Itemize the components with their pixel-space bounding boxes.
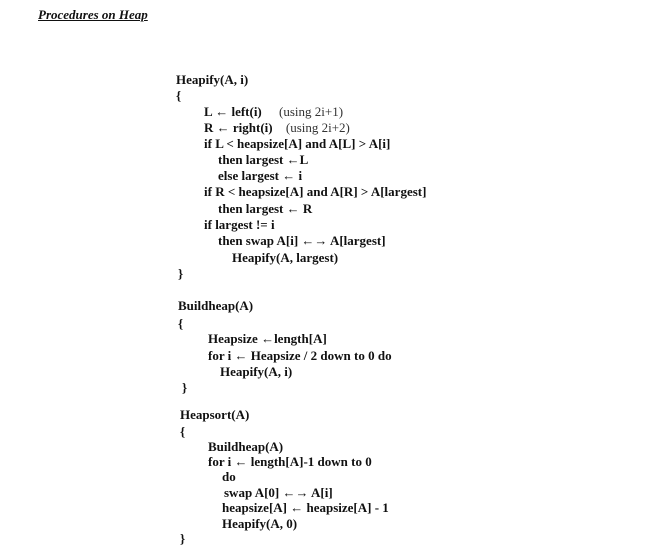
heapify-line-8: if largest != i	[204, 217, 275, 232]
heapsort-line-4: swap A[0] ←→ A[i]	[224, 485, 333, 500]
heapify-signature: Heapify(A, i)	[176, 72, 249, 87]
heapsort-line-1: Buildheap(A)	[208, 439, 284, 454]
heapify-line-10: Heapify(A, largest)	[232, 250, 339, 265]
heapify-line-2-note: (using 2i+2)	[285, 120, 350, 135]
heapsort-line-6: Heapify(A, 0)	[222, 516, 298, 531]
heapsort-close-brace: }	[180, 531, 186, 546]
heapsort-line-5: heapsize[A] ← heapsize[A] - 1	[222, 500, 389, 515]
heapsort-open-brace: {	[180, 424, 186, 439]
heapify-line-3: if L < heapsize[A] and A[L] > A[i]	[204, 136, 391, 151]
page-heading: Procedures on Heap	[38, 7, 148, 22]
buildheap-line-2: for i ← Heapsize / 2 down to 0 do	[208, 348, 392, 363]
heapify-line-5: else largest ← i	[218, 168, 303, 183]
heapify-line-7: then largest ← R	[218, 201, 313, 216]
heapify-line-2	[204, 120, 350, 136]
heapify-open-brace: {	[176, 88, 182, 103]
heapify-line-1	[204, 104, 343, 120]
buildheap-signature: Buildheap(A)	[178, 298, 254, 313]
heapify-line-9: then swap A[i] ←→ A[largest]	[218, 233, 386, 248]
buildheap-open-brace: {	[178, 316, 184, 331]
buildheap-line-3: Heapify(A, i)	[220, 364, 293, 379]
heapify-line-1-note: (using 2i+1)	[279, 104, 344, 119]
heapify-line-2-code: R ← right(i)	[204, 120, 273, 135]
heapify-line-1-code: L ← left(i)	[204, 104, 262, 119]
heapsort-signature: Heapsort(A)	[180, 407, 250, 422]
heapify-line-4: then largest ←L	[218, 152, 309, 167]
heapify-line-6: if R < heapsize[A] and A[R] > A[largest]	[204, 184, 427, 199]
heapify-close-brace: }	[178, 266, 184, 281]
heapsort-line-3: do	[222, 469, 236, 484]
heapsort-line-2: for i ← length[A]-1 down to 0	[208, 454, 372, 469]
buildheap-close-brace: }	[182, 380, 188, 395]
buildheap-line-1: Heapsize ←length[A]	[208, 331, 327, 346]
